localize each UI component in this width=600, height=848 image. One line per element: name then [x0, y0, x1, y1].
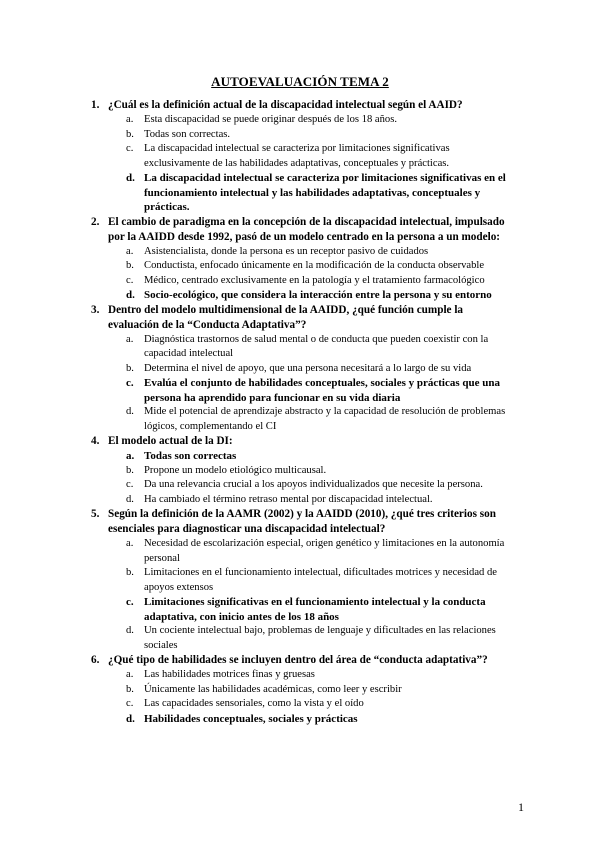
option-letter: b. — [126, 567, 134, 578]
question-number: 4. — [91, 435, 100, 447]
option-letter: b. — [126, 362, 134, 374]
question-6 — [91, 653, 516, 726]
page-number: 1 — [518, 800, 524, 814]
option-text: Asistencialista, donde la persona es un receptor pasivo de cuidados — [144, 245, 429, 257]
option-letter: c. — [126, 596, 134, 608]
option-letter: d. — [126, 289, 135, 301]
option-letter: d. — [126, 406, 134, 417]
option-d-correct — [126, 171, 516, 215]
option-text: Esta discapacidad se puede originar después de los 18 años. — [144, 114, 397, 125]
option-letter: a. — [126, 538, 134, 549]
option-text: Socio-ecológico, que considera la interacción entre la persona y su entorno — [144, 289, 492, 301]
option-text: Todas son correctas. — [144, 128, 231, 140]
option-c — [126, 142, 516, 171]
option-text: Limitaciones significativas en el funcionamiento intelectual y la conducta adaptativa, con inicio antes de los 18 años — [144, 596, 486, 623]
option-letter: b. — [126, 260, 134, 271]
option-letter: a. — [126, 669, 134, 680]
option-c-correct — [126, 376, 516, 405]
option-text: Necesidad de escolarización especial, origen genético y limitaciones en la autonomía personal — [144, 538, 505, 564]
option-letter: b. — [126, 683, 134, 695]
option-text: Médico, centrado exclusivamente en la patología y el tratamiento farmacológico — [144, 274, 485, 286]
option-d-correct — [126, 288, 516, 303]
option-a — [126, 333, 516, 362]
question-text: Según la definición de la AAMR (2002) y la AAIDD (2010), ¿qué tres criterios son esenciales para diagnosticar una discapacidad intelectual? — [108, 508, 496, 535]
option-text: La discapacidad intelectual se caracteriza por limitaciones significativas en el funcionamiento intelectual y las habilidades adaptativas, conceptuales y prácticas. — [144, 172, 506, 213]
option-text: Conductista, enfocado únicamente en la modificación de la conducta observable — [144, 260, 485, 271]
option-b — [126, 464, 516, 479]
question-text: El cambio de paradigma en la concepción de la discapacidad intelectual, impulsado por la AAIDD desde 1992, pasó de un modelo centrado en la persona a un modelo: — [108, 215, 505, 243]
option-text: Únicamente las habilidades académicas, como leer y escribir — [144, 683, 402, 695]
question-text: Dentro del modelo multidimensional de la AAIDD, ¿qué función cumple la evaluación de la “Conducta Adaptativa”? — [108, 303, 464, 331]
option-text: Todas son correctas — [144, 450, 237, 462]
option-text: Un cociente intelectual bajo, problemas de lenguaje y dificultades en las relaciones sociales — [144, 625, 496, 651]
option-text: Las habilidades motrices finas y gruesas — [144, 669, 315, 680]
question-text: ¿Qué tipo de habilidades se incluyen dentro del área de “conducta adaptativa”? — [108, 654, 488, 666]
option-d — [126, 405, 516, 434]
page-title: AUTOEVALUACIÓN TEMA 2 — [211, 74, 389, 89]
option-letter: a. — [126, 450, 135, 462]
option-letter: d. — [126, 493, 134, 505]
option-c — [126, 697, 516, 712]
option-b — [126, 683, 516, 698]
option-d — [126, 624, 516, 653]
option-letter: d. — [126, 625, 134, 636]
option-text: Habilidades conceptuales, sociales y prácticas — [144, 712, 358, 725]
option-letter: c. — [126, 143, 134, 154]
option-letter: c. — [126, 479, 134, 490]
question-number: 6. — [91, 654, 100, 666]
option-a — [126, 668, 516, 683]
question-2 — [91, 215, 516, 303]
option-letter: a. — [126, 245, 134, 257]
option-letter: a. — [126, 333, 134, 345]
question-number: 3. — [91, 303, 100, 316]
option-text: Mide el potencial de aprendizaje abstracto y la capacidad de resolución de problemas lógicos, complementando el CI — [144, 406, 506, 432]
question-1 — [91, 98, 516, 215]
option-b — [126, 128, 516, 143]
option-text: Ha cambiado el término retraso mental por discapacidad intelectual. — [144, 493, 433, 505]
question-number: 2. — [91, 215, 100, 228]
option-letter: c. — [126, 274, 134, 286]
question-text: El modelo actual de la DI: — [108, 435, 233, 447]
option-b — [126, 259, 516, 274]
option-a — [126, 537, 516, 566]
question-3 — [91, 303, 516, 435]
question-4 — [91, 434, 516, 507]
option-a-correct — [126, 449, 516, 464]
option-letter: b. — [126, 128, 134, 140]
option-b — [126, 362, 516, 377]
option-text: Da una relevancia crucial a los apoyos individualizados que necesite la persona. — [144, 479, 483, 490]
option-letter: c. — [126, 698, 134, 709]
question-text: ¿Cuál es la definición actual de la discapacidad intelectual según el AAID? — [108, 99, 463, 111]
option-text: Diagnóstica trastornos de salud mental o de conducta que pueden coexistir con la capacidad intelectual — [144, 333, 489, 359]
option-d — [126, 493, 516, 508]
option-text: Propone un modelo etiológico multicausal. — [144, 464, 327, 476]
option-letter: a. — [126, 114, 134, 125]
option-a — [126, 245, 516, 260]
option-b — [126, 566, 516, 595]
option-text: Evalúa el conjunto de habilidades conceptuales, sociales y prácticas que una persona ha aprendido para funcionar en su vida diaria — [144, 377, 501, 404]
option-c-correct — [126, 595, 516, 624]
question-number: 1. — [91, 99, 100, 111]
option-d-correct — [126, 712, 516, 727]
option-text: Limitaciones en el funcionamiento intelectual, dificultades motrices y necesidad de apoyos extensos — [144, 567, 497, 593]
question-list — [91, 98, 516, 726]
option-a — [126, 113, 516, 128]
option-letter: b. — [126, 464, 134, 476]
option-c — [126, 478, 516, 493]
option-letter: d. — [126, 712, 135, 725]
question-5 — [91, 507, 516, 653]
option-c — [126, 274, 516, 289]
question-number: 5. — [91, 508, 100, 520]
option-text: Las capacidades sensoriales, como la vista y el oído — [144, 698, 364, 709]
option-text: Determina el nivel de apoyo, que una persona necesitará a lo largo de su vida — [144, 362, 472, 374]
option-text: La discapacidad intelectual se caracteriza por limitaciones significativas exclusivamente de las habilidades adaptativas, conceptuales y prácticas. — [144, 143, 450, 169]
option-letter: c. — [126, 377, 134, 389]
option-letter: d. — [126, 172, 135, 184]
